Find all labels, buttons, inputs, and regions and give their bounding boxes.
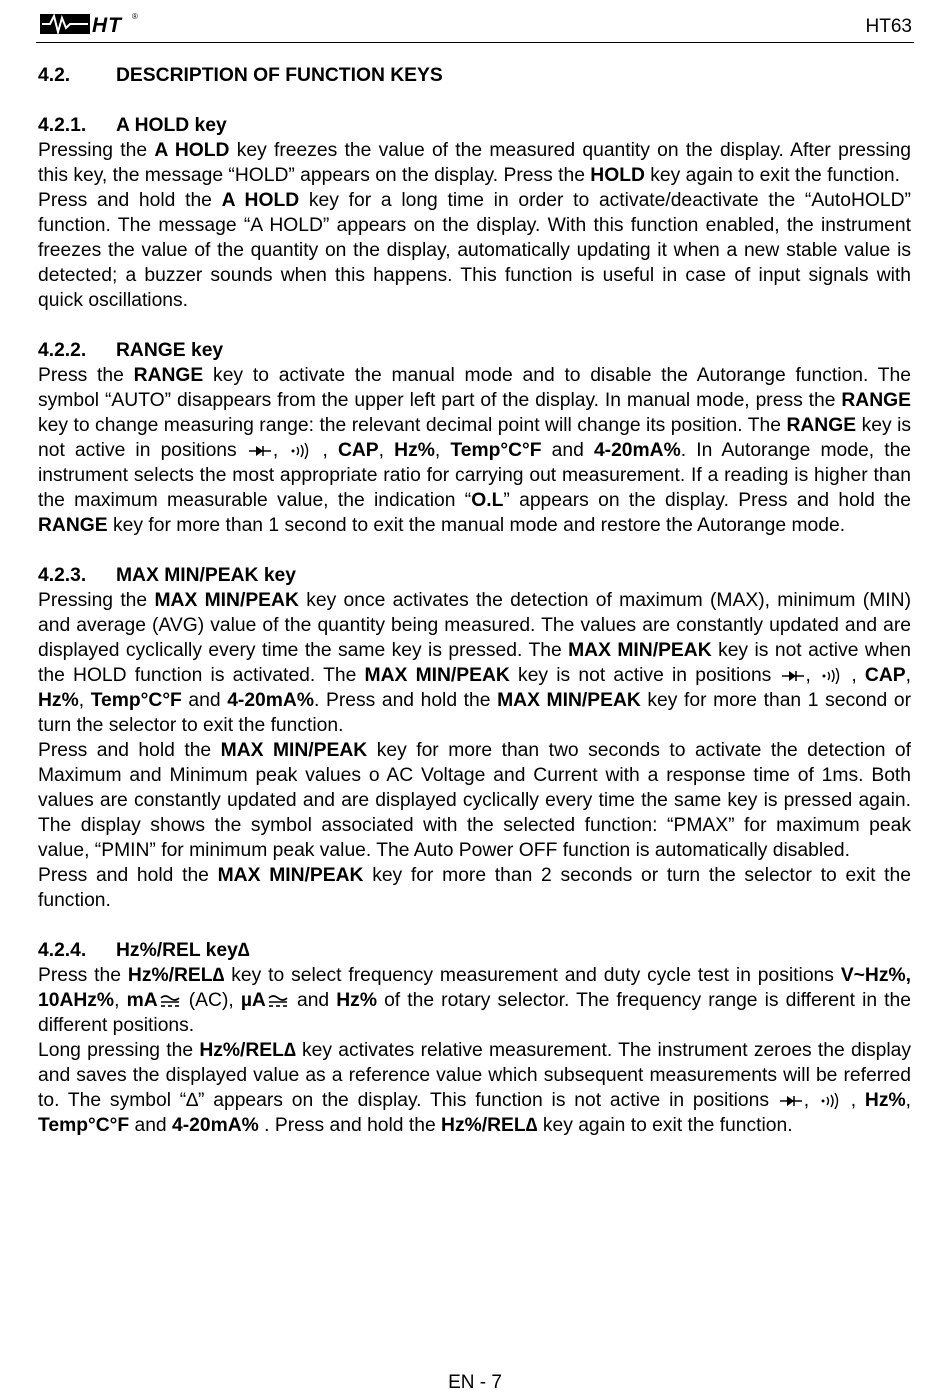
logo-registered-mark: ® <box>132 12 138 21</box>
subsection-max-min-peak <box>38 563 911 913</box>
subsection-heading <box>38 563 911 588</box>
subsection-title: A HOLD key <box>116 115 227 136</box>
buzzer-icon <box>820 1093 840 1109</box>
buzzer-icon <box>290 443 310 459</box>
subsection-number: 4.2.2. <box>38 340 87 361</box>
paragraph: Pressing the A HOLD key freezes the value of the measured quantity on the display. After pressing this key, the message “HOLD” appears on the display. Press the HOLD key again to exit the function. <box>38 140 911 186</box>
buzzer-icon <box>821 668 841 684</box>
paragraph: Long pressing the Hz%/REL∆ key activates relative measurement. The instrument zeroes the display and saves the displayed value as a reference value which subsequent measurements will be referred to. The symbol “∆” appears on the display. This function is not active in positions , , Hz%, Temp°C°F and 4-20mA% . Press and hold the Hz%/REL∆ key again to exit the function. <box>38 1040 911 1136</box>
paragraph: Press the Hz%/REL∆ key to select frequency measurement and duty cycle test in positions V~Hz%, 10AHz%, mA (AC), µA and Hz% of the rotary selector. The frequency range is different in the different positions. <box>38 965 911 1036</box>
ac-dc-icon <box>268 994 288 1008</box>
paragraph: Pressing the MAX MIN/PEAK key once activates the detection of maximum (MAX), minimum (MIN) and average (AVG) value of the quantity being measured. The values are constantly updated and are displayed cyclically every time the same key is pressed. The MAX MIN/PEAK key is not active when the HOLD function is activated. The MAX MIN/PEAK key is not active in positions , , CAP, Hz%, Temp°C°F and 4-20mA%. Press and hold the MAX MIN/PEAK key for more than 1 second or turn the selector to exit the function. <box>38 590 911 736</box>
section-number: 4.2. <box>38 65 71 86</box>
paragraph: Press the RANGE key to activate the manual mode and to disable the Autorange function. The symbol “AUTO” disappears from the upper left part of the display. In manual mode, press the RANGE key to change measuring range: the relevant decimal point will change its position. The RANGE key is not active in positions , , CAP, Hz%, Temp°C°F and 4-20mA%. In Autorange mode, the instrument selects the most appropriate ratio for carrying out measurement. If a reading is higher than the maximum measurable value, the indication “O.L” appears on the display. Press and hold the RANGE key for more than 1 second to exit the manual mode and restore the Autorange mode. <box>38 365 912 536</box>
subsection-heading <box>38 338 911 363</box>
subsection-heading <box>38 938 911 963</box>
document-body <box>38 63 911 1163</box>
page-number: EN - 7 <box>448 1372 502 1393</box>
diode-icon <box>249 444 271 458</box>
subsection-a-hold <box>38 113 911 313</box>
page-header <box>36 8 914 43</box>
subsection-title: MAX MIN/PEAK key <box>116 565 296 586</box>
model-name: HT63 <box>865 16 912 37</box>
diode-icon <box>782 669 804 683</box>
section-title: DESCRIPTION OF FUNCTION KEYS <box>116 65 443 86</box>
ht-logo <box>40 12 138 37</box>
subsection-range <box>38 338 911 538</box>
subsection-title: Hz%/REL key∆ <box>116 940 250 961</box>
diode-icon <box>780 1094 802 1108</box>
logo-text: HT <box>92 14 122 37</box>
section-heading <box>38 63 911 88</box>
subsection-number: 4.2.4. <box>38 940 87 961</box>
logo-waveform-icon <box>40 12 90 36</box>
subsection-heading <box>38 113 911 138</box>
subsection-number: 4.2.1. <box>38 115 87 136</box>
paragraph: Press and hold the A HOLD key for a long time in order to activate/deactivate the “AutoHOLD” function. The message “A HOLD” appears on the display. With this function enabled, the instrument freezes the value of the quantity on the display, automatically updating it when a new stable value is detected; a buzzer sounds when this happens. This function is useful in case of input signals with quick oscillations. <box>38 190 911 311</box>
subsection-number: 4.2.3. <box>38 565 87 586</box>
ac-dc-icon <box>160 994 180 1008</box>
paragraph: Press and hold the MAX MIN/PEAK key for more than 2 seconds or turn the selector to exit the function. <box>38 865 911 911</box>
paragraph: Press and hold the MAX MIN/PEAK key for more than two seconds to activate the detection of Maximum and Minimum peak values o AC Voltage and Current with a response time of 1ms. Both values are constantly updated and are displayed cyclically every time the same key is pressed again. The display shows the symbol associated with the selected function: “PMAX” for maximum peak value, “PMIN” for minimum peak value. The Auto Power OFF function is automatically disabled. <box>38 740 911 861</box>
subsection-title: RANGE key <box>116 340 224 361</box>
subsection-hz-rel <box>38 938 911 1138</box>
